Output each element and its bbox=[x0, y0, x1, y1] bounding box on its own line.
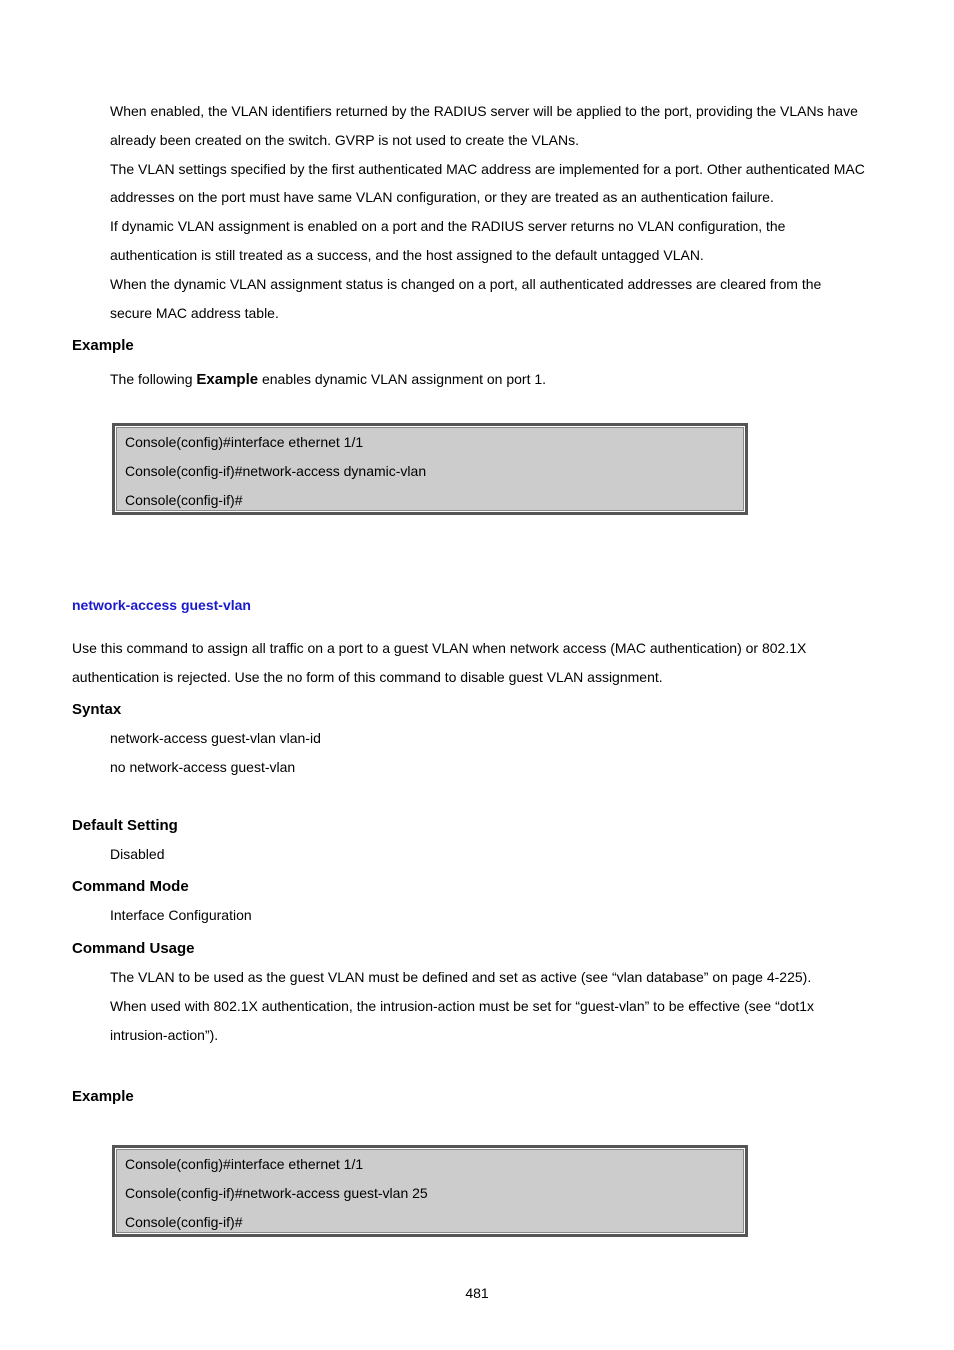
usage-line: If dynamic VLAN assignment is enabled on a port and the RADIUS server returns no VLAN configuration, the bbox=[110, 218, 786, 234]
default-value: Disabled bbox=[110, 846, 165, 862]
syntax-line: no network-access guest-vlan bbox=[110, 759, 296, 775]
usage-line: The VLAN settings specified by the first authenticated MAC address are implemented for a port. Other authenticated MAC bbox=[110, 161, 865, 177]
usage-line: secure MAC address table. bbox=[110, 305, 279, 321]
console-line: Console(config-if)# bbox=[125, 1214, 243, 1230]
example-intro bbox=[110, 370, 546, 389]
page-number: 481 bbox=[465, 1285, 489, 1301]
default-heading: Default Setting bbox=[72, 817, 178, 834]
usage-line: authentication is still treated as a success, and the host assigned to the default untagged VLAN. bbox=[110, 247, 704, 263]
description-line: Use this command to assign all traffic on a port to a guest VLAN when network access (MAC authentication) or 802.1X bbox=[72, 640, 807, 656]
example-heading: Example bbox=[72, 1088, 134, 1105]
console-box bbox=[112, 1145, 748, 1237]
usage-line: intrusion-action”). bbox=[110, 1027, 219, 1043]
mode-heading: Command Mode bbox=[72, 878, 189, 895]
console-box bbox=[112, 423, 748, 515]
usage-line: When enabled, the VLAN identifiers returned by the RADIUS server will be applied to the port, providing the VLANs have bbox=[110, 103, 858, 119]
usage-heading: Command Usage bbox=[72, 940, 195, 957]
example-heading: Example bbox=[72, 337, 134, 354]
usage-line: The VLAN to be used as the guest VLAN must be defined and set as active (see “vlan database” on page 4-225). bbox=[110, 969, 812, 985]
usage-line: When used with 802.1X authentication, the intrusion-action must be set for “guest-vlan” to be effective (see “dot1x bbox=[110, 998, 815, 1014]
console-line: Console(config-if)# bbox=[125, 492, 243, 508]
syntax-heading: Syntax bbox=[72, 701, 122, 718]
command-title: network-access guest-vlan bbox=[72, 597, 251, 613]
console-line: Console(config)#interface ethernet 1/1 bbox=[125, 434, 364, 450]
console-line: Console(config-if)#network-access guest-vlan 25 bbox=[125, 1185, 428, 1201]
usage-line: When the dynamic VLAN assignment status is changed on a port, all authenticated addresses are cleared from the bbox=[110, 276, 822, 292]
usage-line: addresses on the port must have same VLAN configuration, or they are treated as an authentication failure. bbox=[110, 189, 774, 205]
example-intro-bold: Example bbox=[196, 371, 259, 388]
example-intro-post: enables dynamic VLAN assignment on port 1. bbox=[258, 371, 547, 387]
usage-line: already been created on the switch. GVRP is not used to create the VLANs. bbox=[110, 132, 580, 148]
example-intro-pre: The following bbox=[110, 371, 197, 387]
description-line: authentication is rejected. Use the no form of this command to disable guest VLAN assignment. bbox=[72, 669, 663, 685]
console-line: Console(config)#interface ethernet 1/1 bbox=[125, 1156, 364, 1172]
mode-value: Interface Configuration bbox=[110, 907, 252, 923]
console-line: Console(config-if)#network-access dynamic-vlan bbox=[125, 463, 427, 479]
syntax-line: network-access guest-vlan vlan-id bbox=[110, 730, 321, 746]
